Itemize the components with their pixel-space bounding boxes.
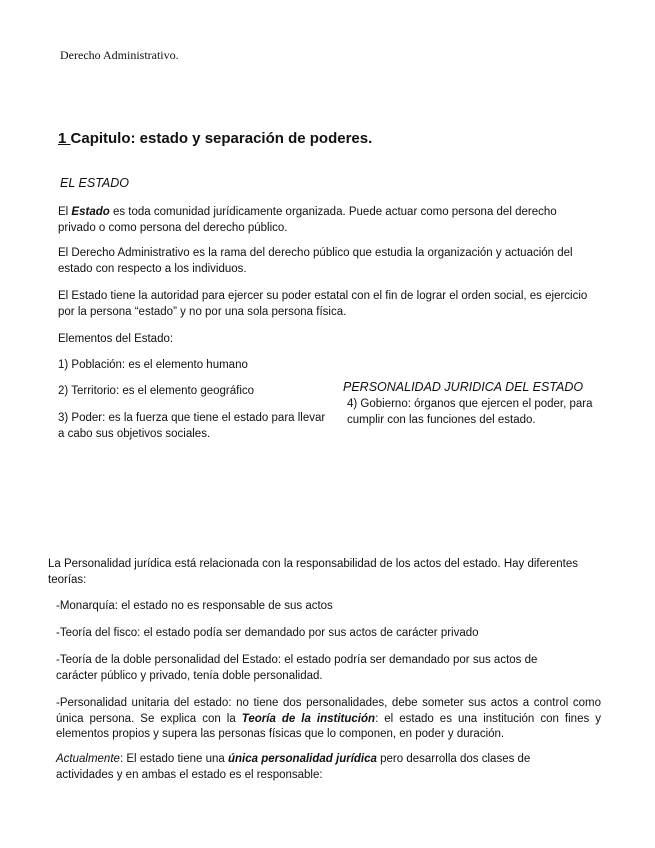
- emphasis-estado: Estado: [71, 206, 110, 218]
- paragraph-actualmente: [56, 752, 556, 783]
- chapter-title-text: Capitulo: estado y separación de poderes.: [70, 130, 373, 147]
- document-header: Derecho Administrativo.: [60, 48, 179, 62]
- theory-monarquia: -Monarquía: el estado no es responsable de sus actos: [56, 600, 333, 612]
- section-title: EL ESTADO: [60, 176, 130, 190]
- theory-doble-personalidad: -Teoría de la doble personalidad del Estado: el estado podría ser demandado por sus actos de carácter público y privado, tenía doble personalidad.: [56, 654, 538, 682]
- label-actualmente: Actualmente: [56, 753, 120, 765]
- paragraph-personalidad-juridica: La Personalidad jurídica está relacionada con la responsabilidad de los actos del estado. Hay diferentes teorías:: [48, 558, 578, 586]
- text-run: : El estado tiene una: [119, 753, 228, 765]
- chapter-number: 1: [58, 130, 71, 147]
- paragraph-estado-definition: [58, 205, 588, 236]
- theory-fisco: -Teoría del fisco: el estado podía ser demandado por sus actos de carácter privado: [56, 627, 479, 639]
- chapter-title: [58, 130, 372, 147]
- paragraph-autoridad: El Estado tiene la autoridad para ejercer su poder estatal con el fin de lograr el orden social, es ejercicio por la persona “estado” y no por una sola persona física.: [58, 290, 588, 318]
- emphasis-unica-personalidad: única personalidad jurídica: [228, 753, 377, 765]
- paragraph-derecho-administrativo: El Derecho Administrativo es la rama del derecho público que estudia la organización y actuación del estado con respecto a los individuos.: [58, 247, 573, 275]
- text-run: pero desarrolla dos clases de actividades y en ambas el estado es el responsable:: [56, 753, 531, 781]
- element-poder: 3) Poder: es la fuerza que tiene el estado para llevar a cabo sus objetivos sociales.: [58, 412, 326, 440]
- text-run: : el estado es una institución con fines y elementos propios y supera las personas físicas que lo componen, en poder y duración.: [56, 712, 601, 740]
- elements-title: Elementos del Estado:: [58, 333, 174, 345]
- text-run: El: [58, 206, 72, 218]
- text-run: -Personalidad unitaria del estado: no tiene dos personalidades, debe someter sus actos a control como única persona. Se explica con la: [56, 697, 601, 725]
- element-gobierno: 4) Gobierno: órganos que ejercen el poder, para cumplir con las funciones del estado.: [347, 398, 593, 426]
- emphasis-teoria-institucion: Teoría de la institución: [241, 712, 376, 725]
- personalidad-juridica-heading: PERSONALIDAD JURIDICA DEL ESTADO: [343, 380, 584, 394]
- element-poblacion: 1) Población: es el elemento humano: [58, 359, 248, 371]
- text-run: es toda comunidad jurídicamente organizada. Puede actuar como persona del derecho privado o como persona del derecho público.: [58, 206, 557, 234]
- theory-personalidad-unitaria: [56, 696, 601, 743]
- element-territorio: 2) Territorio: es el elemento geográfico: [58, 385, 255, 397]
